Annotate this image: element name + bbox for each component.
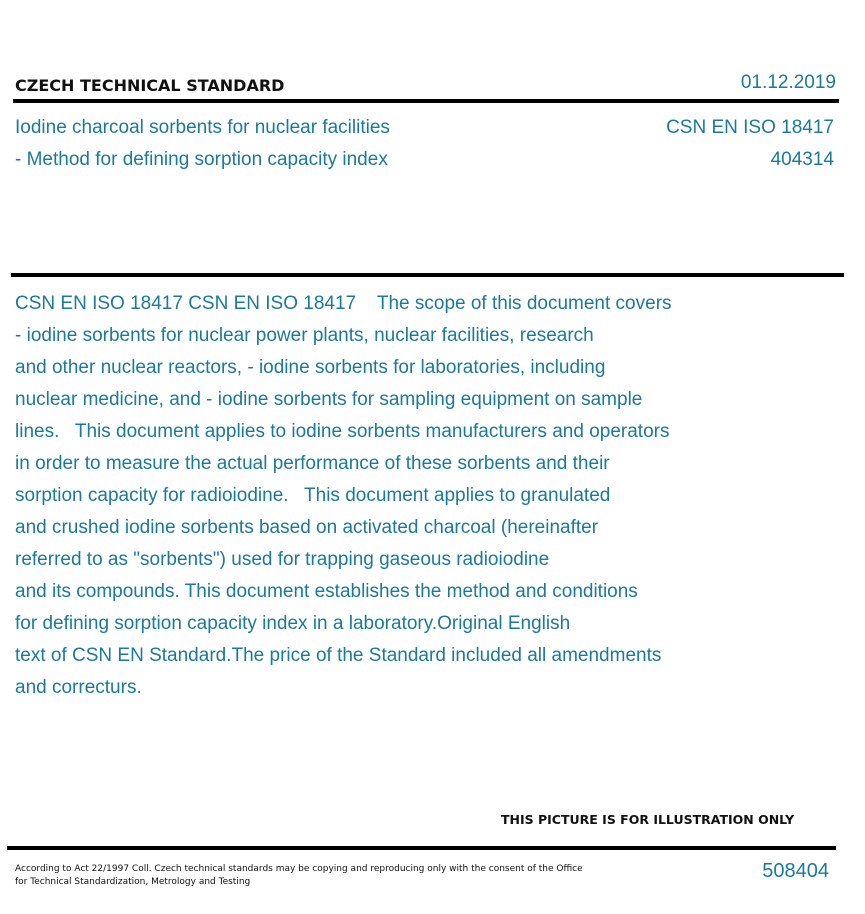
illustration-disclaimer: THIS PICTURE IS FOR ILLUSTRATION ONLY [501, 812, 795, 827]
scope-line: - iodine sorbents for nuclear power plants, nuclear facilities, research [15, 325, 594, 346]
scope-line: CSN EN ISO 18417 CSN EN ISO 18417 The scope of this document covers [15, 293, 672, 314]
title-divider [11, 273, 844, 277]
standard-code: CSN EN ISO 18417 [666, 117, 834, 138]
scope-line: in order to measure the actual performance of these sorbents and their [15, 453, 610, 474]
publication-date: 01.12.2019 [740, 72, 836, 93]
copyright-notice-line-1: According to Act 22/1997 Coll. Czech technical standards may be copying and reproducing only with the consent of the Office [15, 864, 583, 874]
scope-line: text of CSN EN Standard.The price of the Standard included all amendments [15, 645, 662, 666]
copyright-notice-line-2: for Technical Standardization, Metrology and Testing [15, 877, 251, 887]
scope-line: referred to as "sorbents") used for trapping gaseous radioiodine [15, 549, 550, 570]
classification-number: 404314 [770, 149, 834, 170]
footer-divider [7, 846, 836, 850]
scope-line: lines. This document applies to iodine sorbents manufacturers and operators [15, 421, 670, 442]
scope-line: sorption capacity for radioiodine. This document applies to granulated [15, 485, 611, 506]
standard-title-line-1: Iodine charcoal sorbents for nuclear facilities [15, 117, 390, 138]
catalog-number: 508404 [762, 860, 829, 882]
scope-description [15, 288, 785, 704]
scope-line: and crushed iodine sorbents based on activated charcoal (hereinafter [15, 517, 599, 538]
document-type-label: CZECH TECHNICAL STANDARD [15, 76, 285, 95]
scope-line: and correcturs. [15, 677, 142, 698]
scope-line: and its compounds. This document establishes the method and conditions [15, 581, 638, 602]
scope-line: for defining sorption capacity index in a laboratory.Original English [15, 613, 571, 634]
scope-line: and other nuclear reactors, - iodine sorbents for laboratories, including [15, 357, 606, 378]
scope-line: nuclear medicine, and - iodine sorbents for sampling equipment on sample [15, 389, 643, 410]
header-divider [13, 99, 839, 103]
standard-title-line-2: - Method for defining sorption capacity index [15, 149, 388, 170]
copyright-notice [15, 863, 583, 889]
